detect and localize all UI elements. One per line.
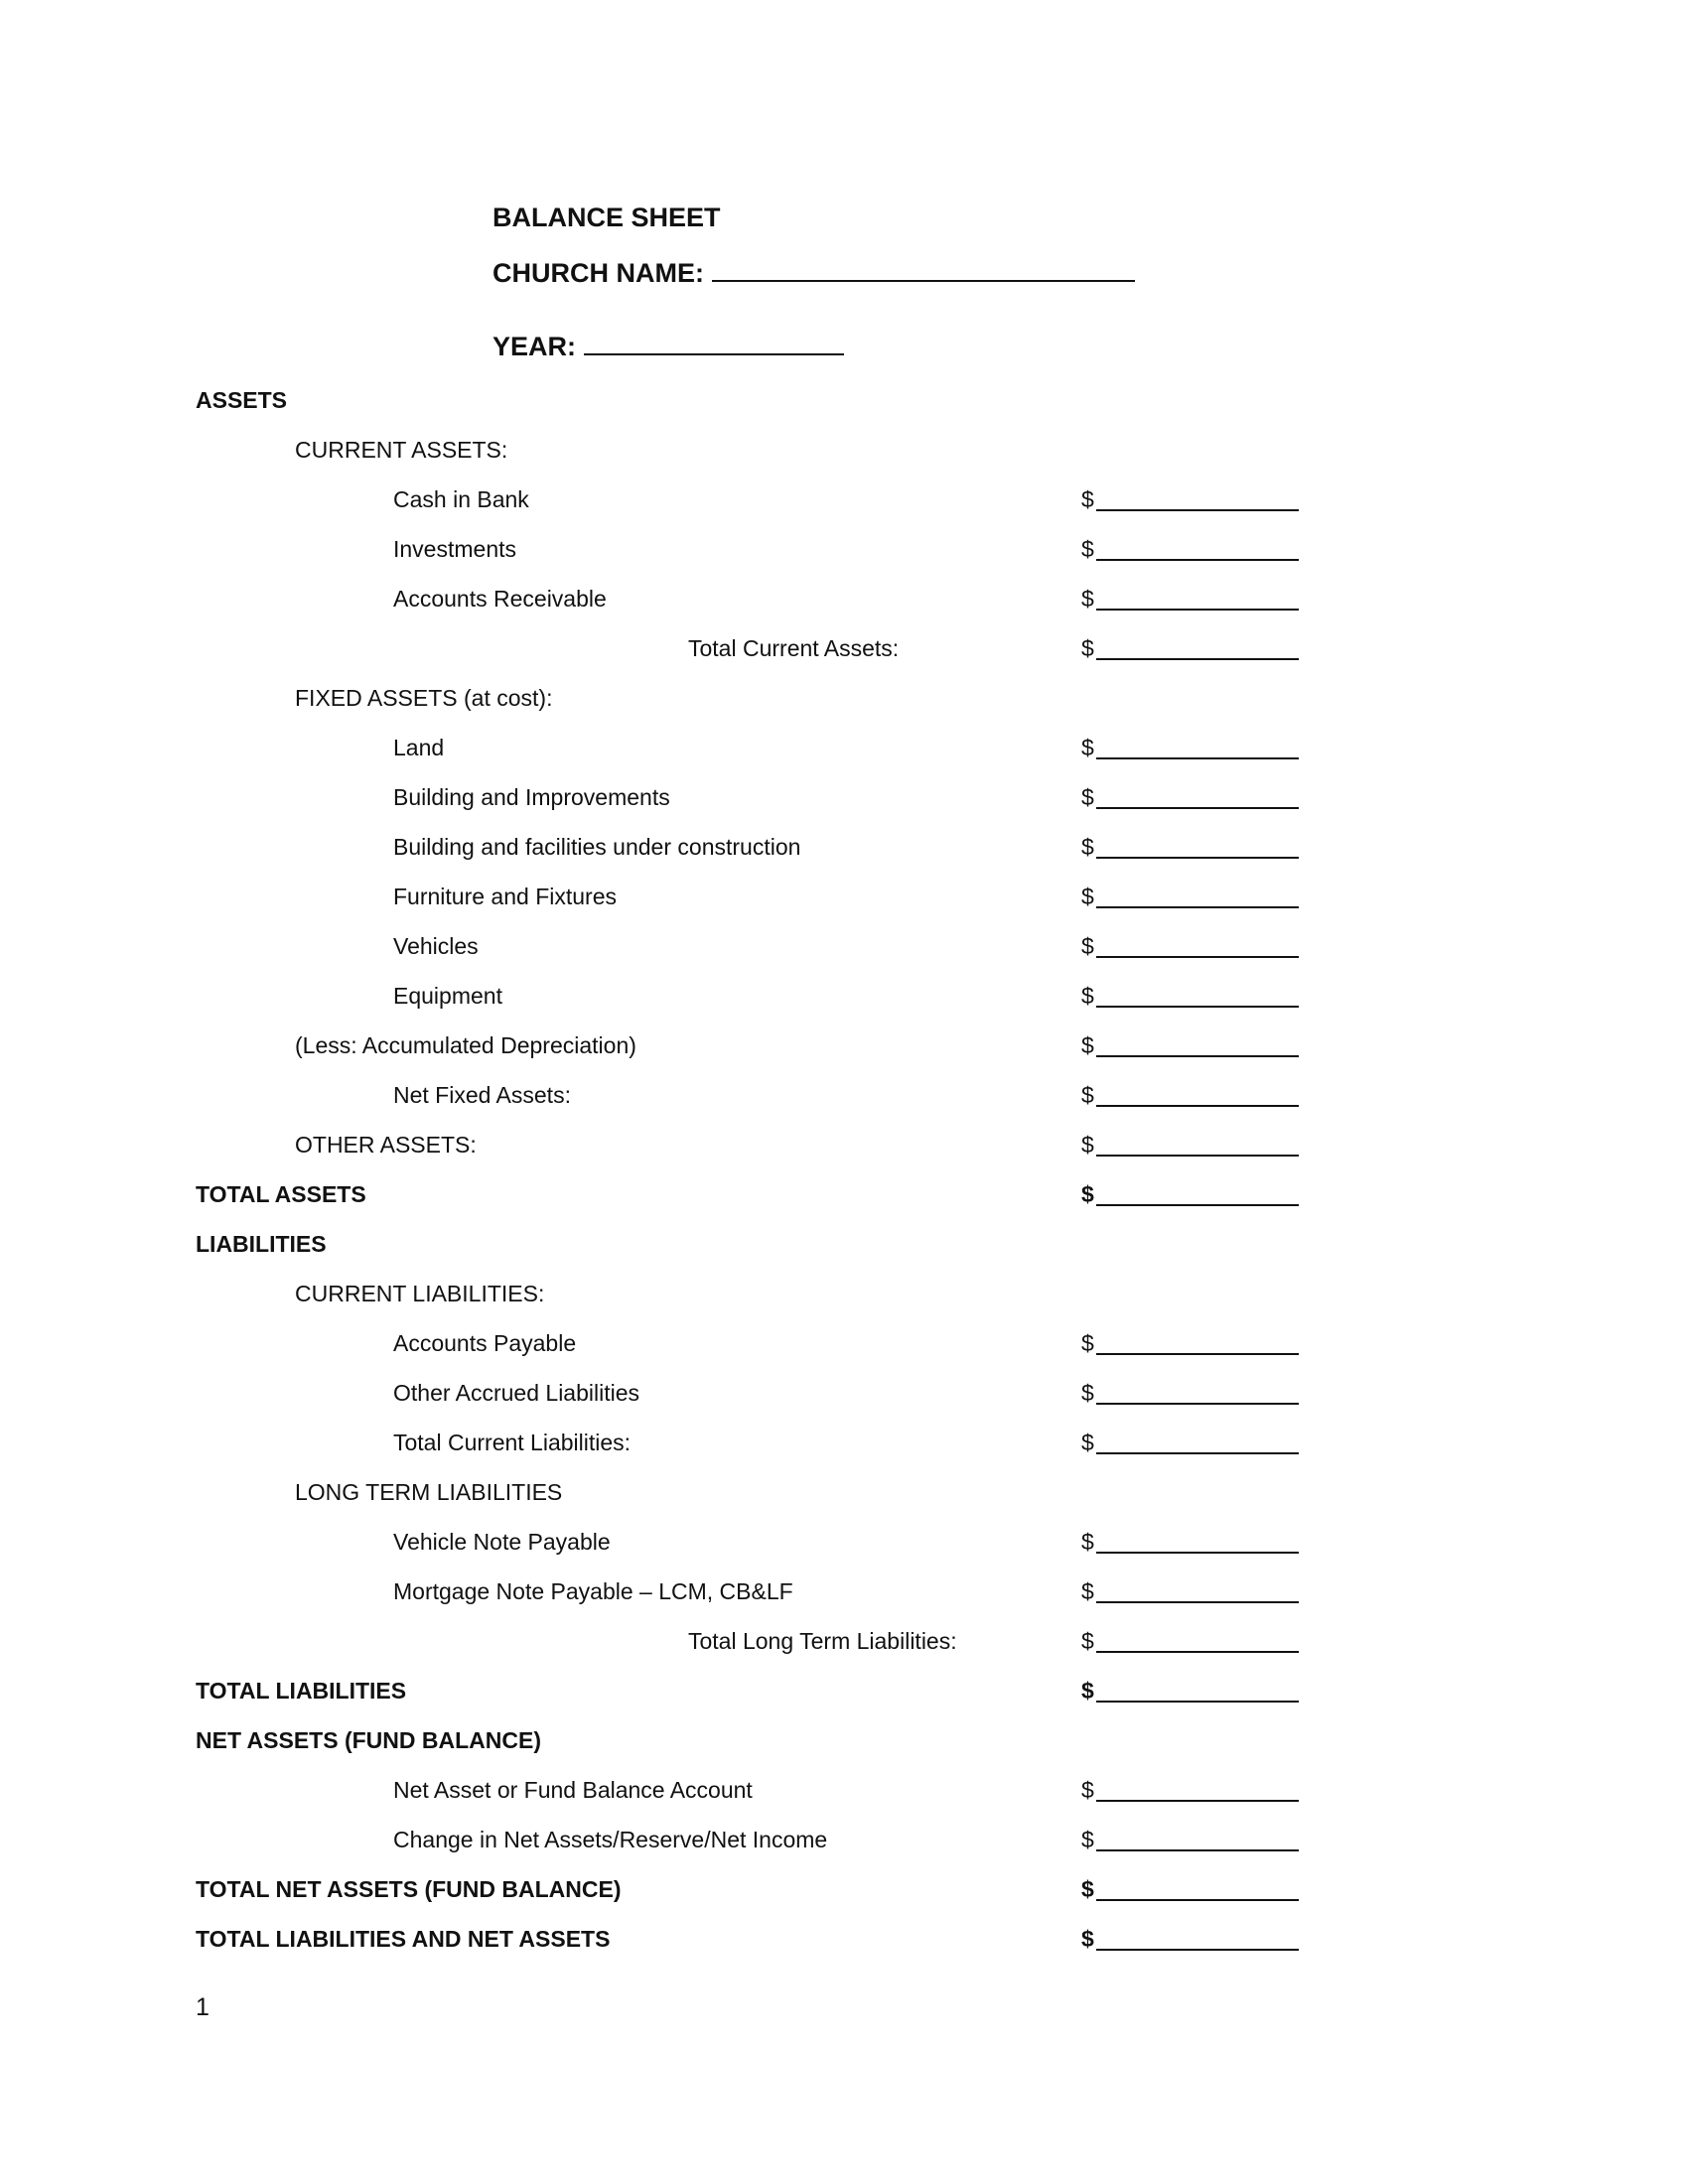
balance-row <box>0 628 1688 668</box>
document-title: BALANCE SHEET <box>492 203 721 232</box>
balance-row <box>0 1919 1688 1959</box>
amount-blank-line[interactable] <box>1096 1899 1299 1901</box>
balance-row <box>0 1224 1688 1264</box>
dollar-sign: $ <box>1081 1430 1094 1455</box>
row-label: Accounts Receivable <box>393 586 607 612</box>
balance-row <box>0 1671 1688 1710</box>
dollar-sign: $ <box>1081 933 1094 959</box>
amount-blank-line[interactable] <box>1096 1105 1299 1107</box>
row-label: Other Accrued Liabilities <box>393 1380 640 1406</box>
balance-row <box>0 926 1688 966</box>
balance-row <box>0 1025 1688 1065</box>
balance-row <box>0 380 1688 420</box>
dollar-sign: $ <box>1081 735 1094 760</box>
dollar-sign: $ <box>1081 1529 1094 1555</box>
amount-blank-line[interactable] <box>1096 1006 1299 1008</box>
row-label: Building and Improvements <box>393 784 670 810</box>
balance-row <box>0 430 1688 470</box>
row-label: Accounts Payable <box>393 1330 577 1356</box>
dollar-sign: $ <box>1081 536 1094 562</box>
amount-blank-line[interactable] <box>1096 1055 1299 1057</box>
row-label: Land <box>393 735 445 760</box>
dollar-sign: $ <box>1081 1380 1094 1406</box>
balance-row <box>0 479 1688 519</box>
row-label: Total Current Assets: <box>688 635 900 661</box>
dollar-sign: $ <box>1081 1777 1094 1803</box>
amount-blank-line[interactable] <box>1096 1601 1299 1603</box>
row-label: (Less: Accumulated Depreciation) <box>295 1032 636 1058</box>
row-label: CURRENT LIABILITIES: <box>295 1281 545 1306</box>
row-label: FIXED ASSETS (at cost): <box>295 685 553 711</box>
dollar-sign: $ <box>1081 635 1094 661</box>
amount-blank-line[interactable] <box>1096 1701 1299 1703</box>
dollar-sign: $ <box>1081 586 1094 612</box>
balance-row <box>0 1621 1688 1661</box>
balance-row <box>0 1274 1688 1313</box>
balance-row <box>0 678 1688 718</box>
amount-blank-line[interactable] <box>1096 956 1299 958</box>
balance-row <box>0 777 1688 817</box>
amount-blank-line[interactable] <box>1096 1651 1299 1653</box>
balance-row <box>0 877 1688 916</box>
row-label: CURRENT ASSETS: <box>295 437 508 463</box>
row-label: Furniture and Fixtures <box>393 884 617 909</box>
dollar-sign: $ <box>1081 1032 1094 1058</box>
amount-blank-line[interactable] <box>1096 509 1299 511</box>
balance-row <box>0 579 1688 618</box>
row-label: Equipment <box>393 983 502 1009</box>
year-label: YEAR: <box>492 332 577 361</box>
row-label: Building and facilities under construction <box>393 834 801 860</box>
row-label: Net Asset or Fund Balance Account <box>393 1777 753 1803</box>
amount-blank-line[interactable] <box>1096 1452 1299 1454</box>
balance-row <box>0 529 1688 569</box>
balance-row <box>0 1075 1688 1115</box>
row-label: Investments <box>393 536 516 562</box>
amount-blank-line[interactable] <box>1096 1155 1299 1157</box>
balance-row <box>0 976 1688 1016</box>
row-label: Vehicles <box>393 933 479 959</box>
balance-row <box>0 1423 1688 1462</box>
dollar-sign: $ <box>1081 1827 1094 1852</box>
row-label: TOTAL NET ASSETS (FUND BALANCE) <box>196 1876 622 1902</box>
church-name-field <box>492 256 1135 290</box>
dollar-sign: $ <box>1081 983 1094 1009</box>
amount-blank-line[interactable] <box>1096 757 1299 759</box>
balance-row <box>0 1720 1688 1760</box>
row-label: ASSETS <box>196 387 288 413</box>
dollar-sign: $ <box>1081 1330 1094 1356</box>
dollar-sign: $ <box>1081 1132 1094 1158</box>
row-label: OTHER ASSETS: <box>295 1132 477 1158</box>
row-label: TOTAL LIABILITIES AND NET ASSETS <box>196 1926 611 1952</box>
amount-blank-line[interactable] <box>1096 1403 1299 1405</box>
dollar-sign: $ <box>1081 784 1094 810</box>
row-label: TOTAL ASSETS <box>196 1181 366 1207</box>
year-blank[interactable] <box>584 330 844 355</box>
balance-row <box>0 1125 1688 1164</box>
dollar-sign: $ <box>1081 486 1094 512</box>
amount-blank-line[interactable] <box>1096 1204 1299 1206</box>
balance-row <box>0 1820 1688 1859</box>
row-label: Change in Net Assets/Reserve/Net Income <box>393 1827 828 1852</box>
row-label: TOTAL LIABILITIES <box>196 1678 407 1704</box>
balance-row <box>0 1770 1688 1810</box>
amount-blank-line[interactable] <box>1096 609 1299 611</box>
balance-row <box>0 728 1688 767</box>
amount-blank-line[interactable] <box>1096 1552 1299 1554</box>
dollar-sign: $ <box>1081 1181 1094 1207</box>
balance-row <box>0 1571 1688 1611</box>
dollar-sign: $ <box>1081 1082 1094 1108</box>
dollar-sign: $ <box>1081 1628 1094 1654</box>
row-label: Vehicle Note Payable <box>393 1529 611 1555</box>
amount-blank-line[interactable] <box>1096 807 1299 809</box>
dollar-sign: $ <box>1081 1578 1094 1604</box>
amount-blank-line[interactable] <box>1096 1949 1299 1951</box>
balance-row <box>0 827 1688 867</box>
row-label: Total Current Liabilities: <box>393 1430 632 1455</box>
amount-blank-line[interactable] <box>1096 559 1299 561</box>
dollar-sign: $ <box>1081 1876 1094 1902</box>
amount-blank-line[interactable] <box>1096 658 1299 660</box>
dollar-sign: $ <box>1081 1678 1094 1704</box>
amount-blank-line[interactable] <box>1096 1800 1299 1802</box>
dollar-sign: $ <box>1081 1926 1094 1952</box>
balance-row <box>0 1174 1688 1214</box>
row-label: Total Long Term Liabilities: <box>688 1628 957 1654</box>
amount-blank-line[interactable] <box>1096 857 1299 859</box>
balance-row <box>0 1323 1688 1363</box>
row-label: Cash in Bank <box>393 486 529 512</box>
amount-blank-line[interactable] <box>1096 1849 1299 1851</box>
row-label: Net Fixed Assets: <box>393 1082 571 1108</box>
balance-row <box>0 1522 1688 1562</box>
amount-blank-line[interactable] <box>1096 1353 1299 1355</box>
row-label: Mortgage Note Payable – LCM, CB&LF <box>393 1578 793 1604</box>
church-name-blank[interactable] <box>712 256 1135 282</box>
amount-blank-line[interactable] <box>1096 906 1299 908</box>
church-name-label: CHURCH NAME: <box>492 258 704 288</box>
page-number: 1 <box>196 1993 210 2021</box>
year-field <box>492 330 844 363</box>
row-label: NET ASSETS (FUND BALANCE) <box>196 1727 541 1753</box>
dollar-sign: $ <box>1081 884 1094 909</box>
balance-row <box>0 1373 1688 1413</box>
balance-row <box>0 1869 1688 1909</box>
row-label: LIABILITIES <box>196 1231 327 1257</box>
balance-row <box>0 1472 1688 1512</box>
dollar-sign: $ <box>1081 834 1094 860</box>
row-label: LONG TERM LIABILITIES <box>295 1479 563 1505</box>
